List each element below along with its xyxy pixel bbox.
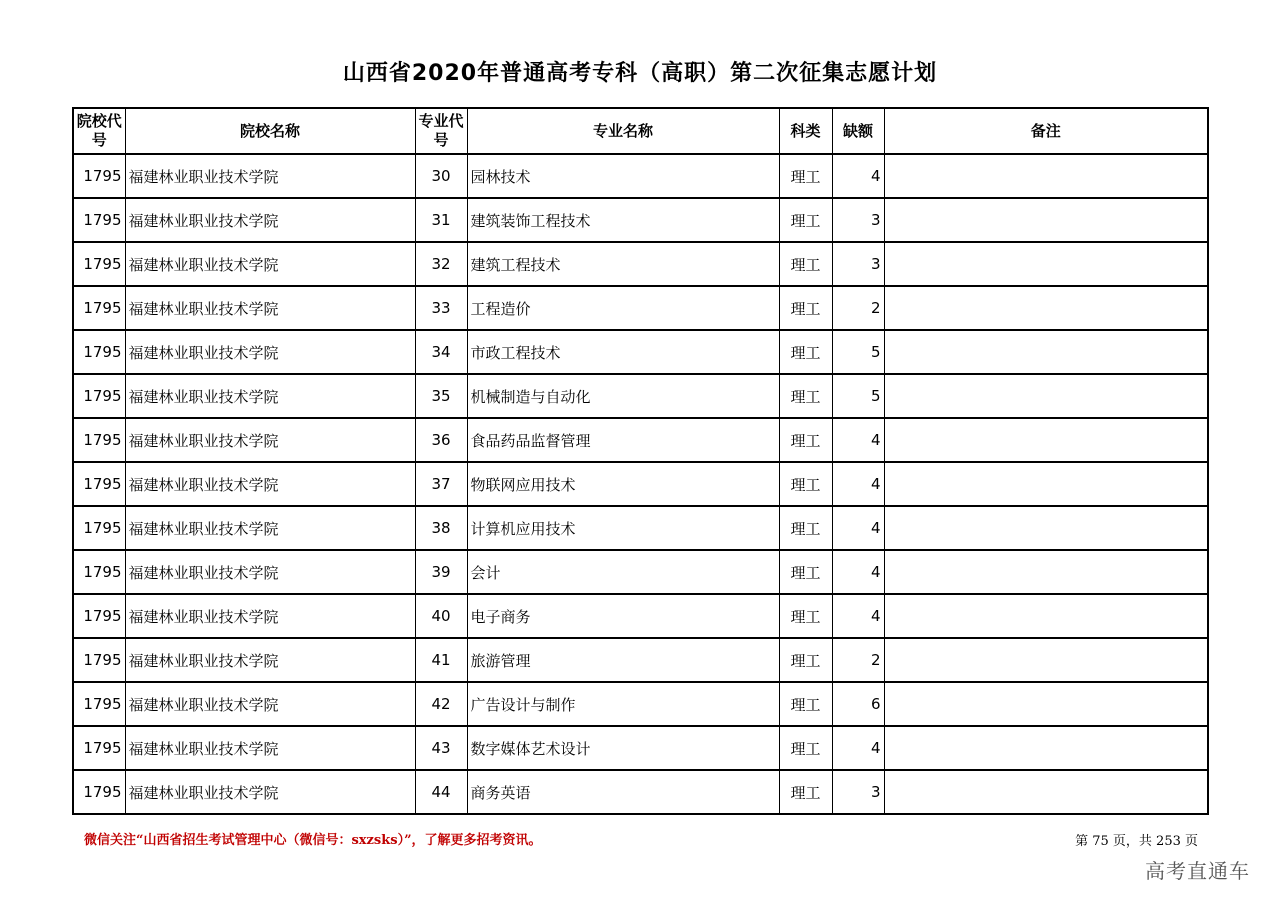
cell-major-code: 37 <box>415 462 467 506</box>
cell-note <box>884 682 1208 726</box>
cell-school-name: 福建林业职业技术学院 <box>125 286 415 330</box>
cell-note <box>884 462 1208 506</box>
cell-note <box>884 286 1208 330</box>
table-header-row <box>73 108 1208 154</box>
cell-note <box>884 198 1208 242</box>
cell-note <box>884 770 1208 814</box>
cell-school-code: 1795 <box>73 506 125 550</box>
cell-school-name: 福建林业职业技术学院 <box>125 550 415 594</box>
cell-major-code: 40 <box>415 594 467 638</box>
header-major-code: 专业代号 <box>415 108 467 154</box>
cell-major-name: 物联网应用技术 <box>467 462 779 506</box>
cell-major-code: 33 <box>415 286 467 330</box>
header-note: 备注 <box>884 108 1208 154</box>
cell-note <box>884 638 1208 682</box>
cell-school-name: 福建林业职业技术学院 <box>125 594 415 638</box>
cell-school-code: 1795 <box>73 154 125 198</box>
cell-school-name: 福建林业职业技术学院 <box>125 682 415 726</box>
cell-major-name: 建筑工程技术 <box>467 242 779 286</box>
cell-major-code: 39 <box>415 550 467 594</box>
cell-school-code: 1795 <box>73 198 125 242</box>
table-row <box>73 726 1208 770</box>
cell-note <box>884 154 1208 198</box>
cell-major-code: 34 <box>415 330 467 374</box>
cell-quota: 4 <box>832 726 884 770</box>
cell-major-name: 食品药品监督管理 <box>467 418 779 462</box>
cell-major-name: 广告设计与制作 <box>467 682 779 726</box>
cell-major-code: 44 <box>415 770 467 814</box>
wechat-notice: 微信关注“山西省招生考试管理中心（微信号：sxzsks）”，了解更多招考资讯。 <box>84 833 542 848</box>
cell-major-name: 机械制造与自动化 <box>467 374 779 418</box>
cell-quota: 4 <box>832 550 884 594</box>
table-row <box>73 682 1208 726</box>
cell-category: 理工 <box>779 726 832 770</box>
cell-major-name: 商务英语 <box>467 770 779 814</box>
table-row <box>73 550 1208 594</box>
table-row <box>73 638 1208 682</box>
cell-note <box>884 242 1208 286</box>
cell-category: 理工 <box>779 506 832 550</box>
cell-major-code: 31 <box>415 198 467 242</box>
cell-major-name: 旅游管理 <box>467 638 779 682</box>
cell-major-code: 30 <box>415 154 467 198</box>
cell-school-code: 1795 <box>73 550 125 594</box>
cell-note <box>884 418 1208 462</box>
cell-quota: 5 <box>832 330 884 374</box>
cell-major-name: 建筑装饰工程技术 <box>467 198 779 242</box>
cell-school-code: 1795 <box>73 682 125 726</box>
cell-major-name: 园林技术 <box>467 154 779 198</box>
table-row <box>73 506 1208 550</box>
page-number: 第 75 页，共 253 页 <box>1075 834 1198 849</box>
cell-category: 理工 <box>779 682 832 726</box>
cell-school-name: 福建林业职业技术学院 <box>125 374 415 418</box>
header-major-name: 专业名称 <box>467 108 779 154</box>
cell-major-code: 35 <box>415 374 467 418</box>
cell-school-name: 福建林业职业技术学院 <box>125 770 415 814</box>
cell-category: 理工 <box>779 330 832 374</box>
cell-major-name: 工程造价 <box>467 286 779 330</box>
cell-category: 理工 <box>779 198 832 242</box>
cell-note <box>884 506 1208 550</box>
table-row <box>73 418 1208 462</box>
cell-school-code: 1795 <box>73 770 125 814</box>
cell-major-name: 数字媒体艺术设计 <box>467 726 779 770</box>
table-row <box>73 462 1208 506</box>
cell-school-code: 1795 <box>73 286 125 330</box>
table-row <box>73 198 1208 242</box>
page-title: 山西省2020年普通高考专科（高职）第二次征集志愿计划 <box>342 61 938 86</box>
cell-school-code: 1795 <box>73 242 125 286</box>
cell-quota: 4 <box>832 154 884 198</box>
cell-category: 理工 <box>779 594 832 638</box>
cell-school-name: 福建林业职业技术学院 <box>125 242 415 286</box>
watermark: 高考直通车 <box>1145 859 1250 883</box>
table-row <box>73 594 1208 638</box>
table-row <box>73 286 1208 330</box>
cell-major-code: 43 <box>415 726 467 770</box>
cell-major-code: 38 <box>415 506 467 550</box>
cell-school-code: 1795 <box>73 594 125 638</box>
cell-quota: 4 <box>832 594 884 638</box>
cell-category: 理工 <box>779 154 832 198</box>
cell-major-code: 41 <box>415 638 467 682</box>
cell-major-name: 电子商务 <box>467 594 779 638</box>
cell-school-code: 1795 <box>73 726 125 770</box>
cell-quota: 4 <box>832 506 884 550</box>
cell-category: 理工 <box>779 638 832 682</box>
cell-quota: 5 <box>832 374 884 418</box>
cell-quota: 2 <box>832 638 884 682</box>
table-body <box>73 154 1208 814</box>
cell-quota: 6 <box>832 682 884 726</box>
cell-category: 理工 <box>779 770 832 814</box>
cell-school-name: 福建林业职业技术学院 <box>125 330 415 374</box>
table-row <box>73 770 1208 814</box>
cell-major-code: 36 <box>415 418 467 462</box>
cell-school-code: 1795 <box>73 330 125 374</box>
cell-note <box>884 726 1208 770</box>
cell-category: 理工 <box>779 550 832 594</box>
cell-school-name: 福建林业职业技术学院 <box>125 726 415 770</box>
cell-category: 理工 <box>779 242 832 286</box>
cell-category: 理工 <box>779 418 832 462</box>
cell-note <box>884 330 1208 374</box>
cell-quota: 3 <box>832 242 884 286</box>
header-quota: 缺额 <box>832 108 884 154</box>
cell-major-code: 42 <box>415 682 467 726</box>
cell-school-code: 1795 <box>73 462 125 506</box>
table-row <box>73 330 1208 374</box>
cell-category: 理工 <box>779 374 832 418</box>
table-row <box>73 154 1208 198</box>
header-school-code: 院校代号 <box>73 108 125 154</box>
cell-quota: 4 <box>832 418 884 462</box>
cell-note <box>884 374 1208 418</box>
cell-school-name: 福建林业职业技术学院 <box>125 154 415 198</box>
cell-quota: 3 <box>832 770 884 814</box>
cell-school-name: 福建林业职业技术学院 <box>125 638 415 682</box>
cell-school-code: 1795 <box>73 638 125 682</box>
header-category: 科类 <box>779 108 832 154</box>
enrollment-plan-table <box>72 107 1209 815</box>
cell-quota: 4 <box>832 462 884 506</box>
cell-school-name: 福建林业职业技术学院 <box>125 198 415 242</box>
cell-school-code: 1795 <box>73 374 125 418</box>
cell-major-name: 市政工程技术 <box>467 330 779 374</box>
cell-school-name: 福建林业职业技术学院 <box>125 418 415 462</box>
cell-category: 理工 <box>779 286 832 330</box>
cell-school-name: 福建林业职业技术学院 <box>125 506 415 550</box>
cell-school-name: 福建林业职业技术学院 <box>125 462 415 506</box>
table-row <box>73 374 1208 418</box>
cell-major-code: 32 <box>415 242 467 286</box>
cell-major-name: 会计 <box>467 550 779 594</box>
cell-category: 理工 <box>779 462 832 506</box>
table-row <box>73 242 1208 286</box>
cell-school-code: 1795 <box>73 418 125 462</box>
cell-note <box>884 550 1208 594</box>
cell-quota: 2 <box>832 286 884 330</box>
cell-major-name: 计算机应用技术 <box>467 506 779 550</box>
cell-note <box>884 594 1208 638</box>
cell-quota: 3 <box>832 198 884 242</box>
header-school-name: 院校名称 <box>125 108 415 154</box>
